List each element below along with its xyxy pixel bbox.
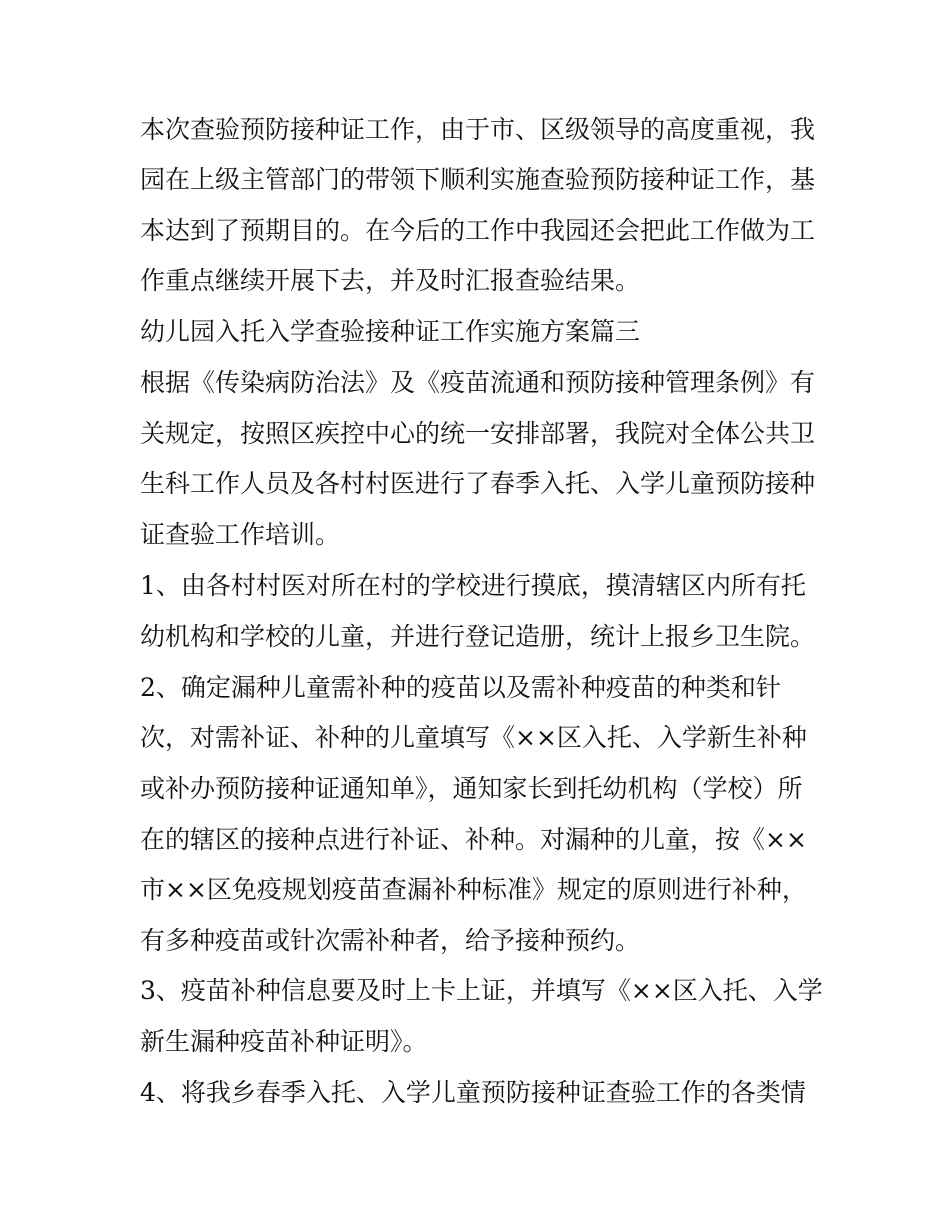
list-item: 3、疫苗补种信息要及时上卡上证，并填写《××区入托、入学: [140, 976, 823, 1005]
text-line: 次，对需补证、补种的儿童填写《××区入托、入学新生补种: [140, 723, 807, 752]
text-line: 市××区免疫规划疫苗查漏补种标准》规定的原则进行补种，: [140, 875, 807, 904]
text-line: 本达到了预期目的。在今后的工作中我园还会把此工作做为工: [140, 216, 816, 245]
text-line: 幼机构和学校的儿童，并进行登记造册，统计上报乡卫生院。: [140, 622, 816, 651]
text-line: 关规定，按照区疾控中心的统一安排部署，我院对全体公共卫: [140, 419, 816, 448]
text-line: 生科工作人员及各村村医进行了春季入托、入学儿童预防接种: [140, 469, 816, 498]
text-line: 根据《传染病防治法》及《疫苗流通和预防接种管理条例》有: [140, 368, 816, 397]
list-item: 1、由各村村医对所在村的学校进行摸底，摸清辖区内所有托: [140, 571, 806, 600]
text-line: 园在上级主管部门的带领下顺利实施查验预防接种证工作，基: [140, 165, 816, 194]
text-line: 新生漏种疫苗补种证明》。: [140, 1027, 428, 1056]
list-item: 2、确定漏种儿童需补种的疫苗以及需补种疫苗的种类和针: [140, 673, 781, 702]
text-line: 本次查验预防接种证工作，由于市、区级领导的高度重视，我: [140, 115, 816, 144]
list-item: 4、将我乡春季入托、入学儿童预防接种证查验工作的各类情: [140, 1078, 806, 1107]
section-heading: 幼儿园入托入学查验接种证工作实施方案篇三: [140, 317, 641, 346]
text-line: 在的辖区的接种点进行补证、补种。对漏种的儿童，按《××: [140, 825, 807, 854]
text-line: 或补办预防接种证通知单》，通知家长到托幼机构（学校）所: [140, 774, 803, 803]
text-line: 作重点继续开展下去，并及时汇报查验结果。: [140, 266, 641, 295]
text-line: 有多种疫苗或针次需补种者，给予接种预约。: [140, 926, 641, 955]
text-line: 证查验工作培训。: [140, 520, 341, 549]
